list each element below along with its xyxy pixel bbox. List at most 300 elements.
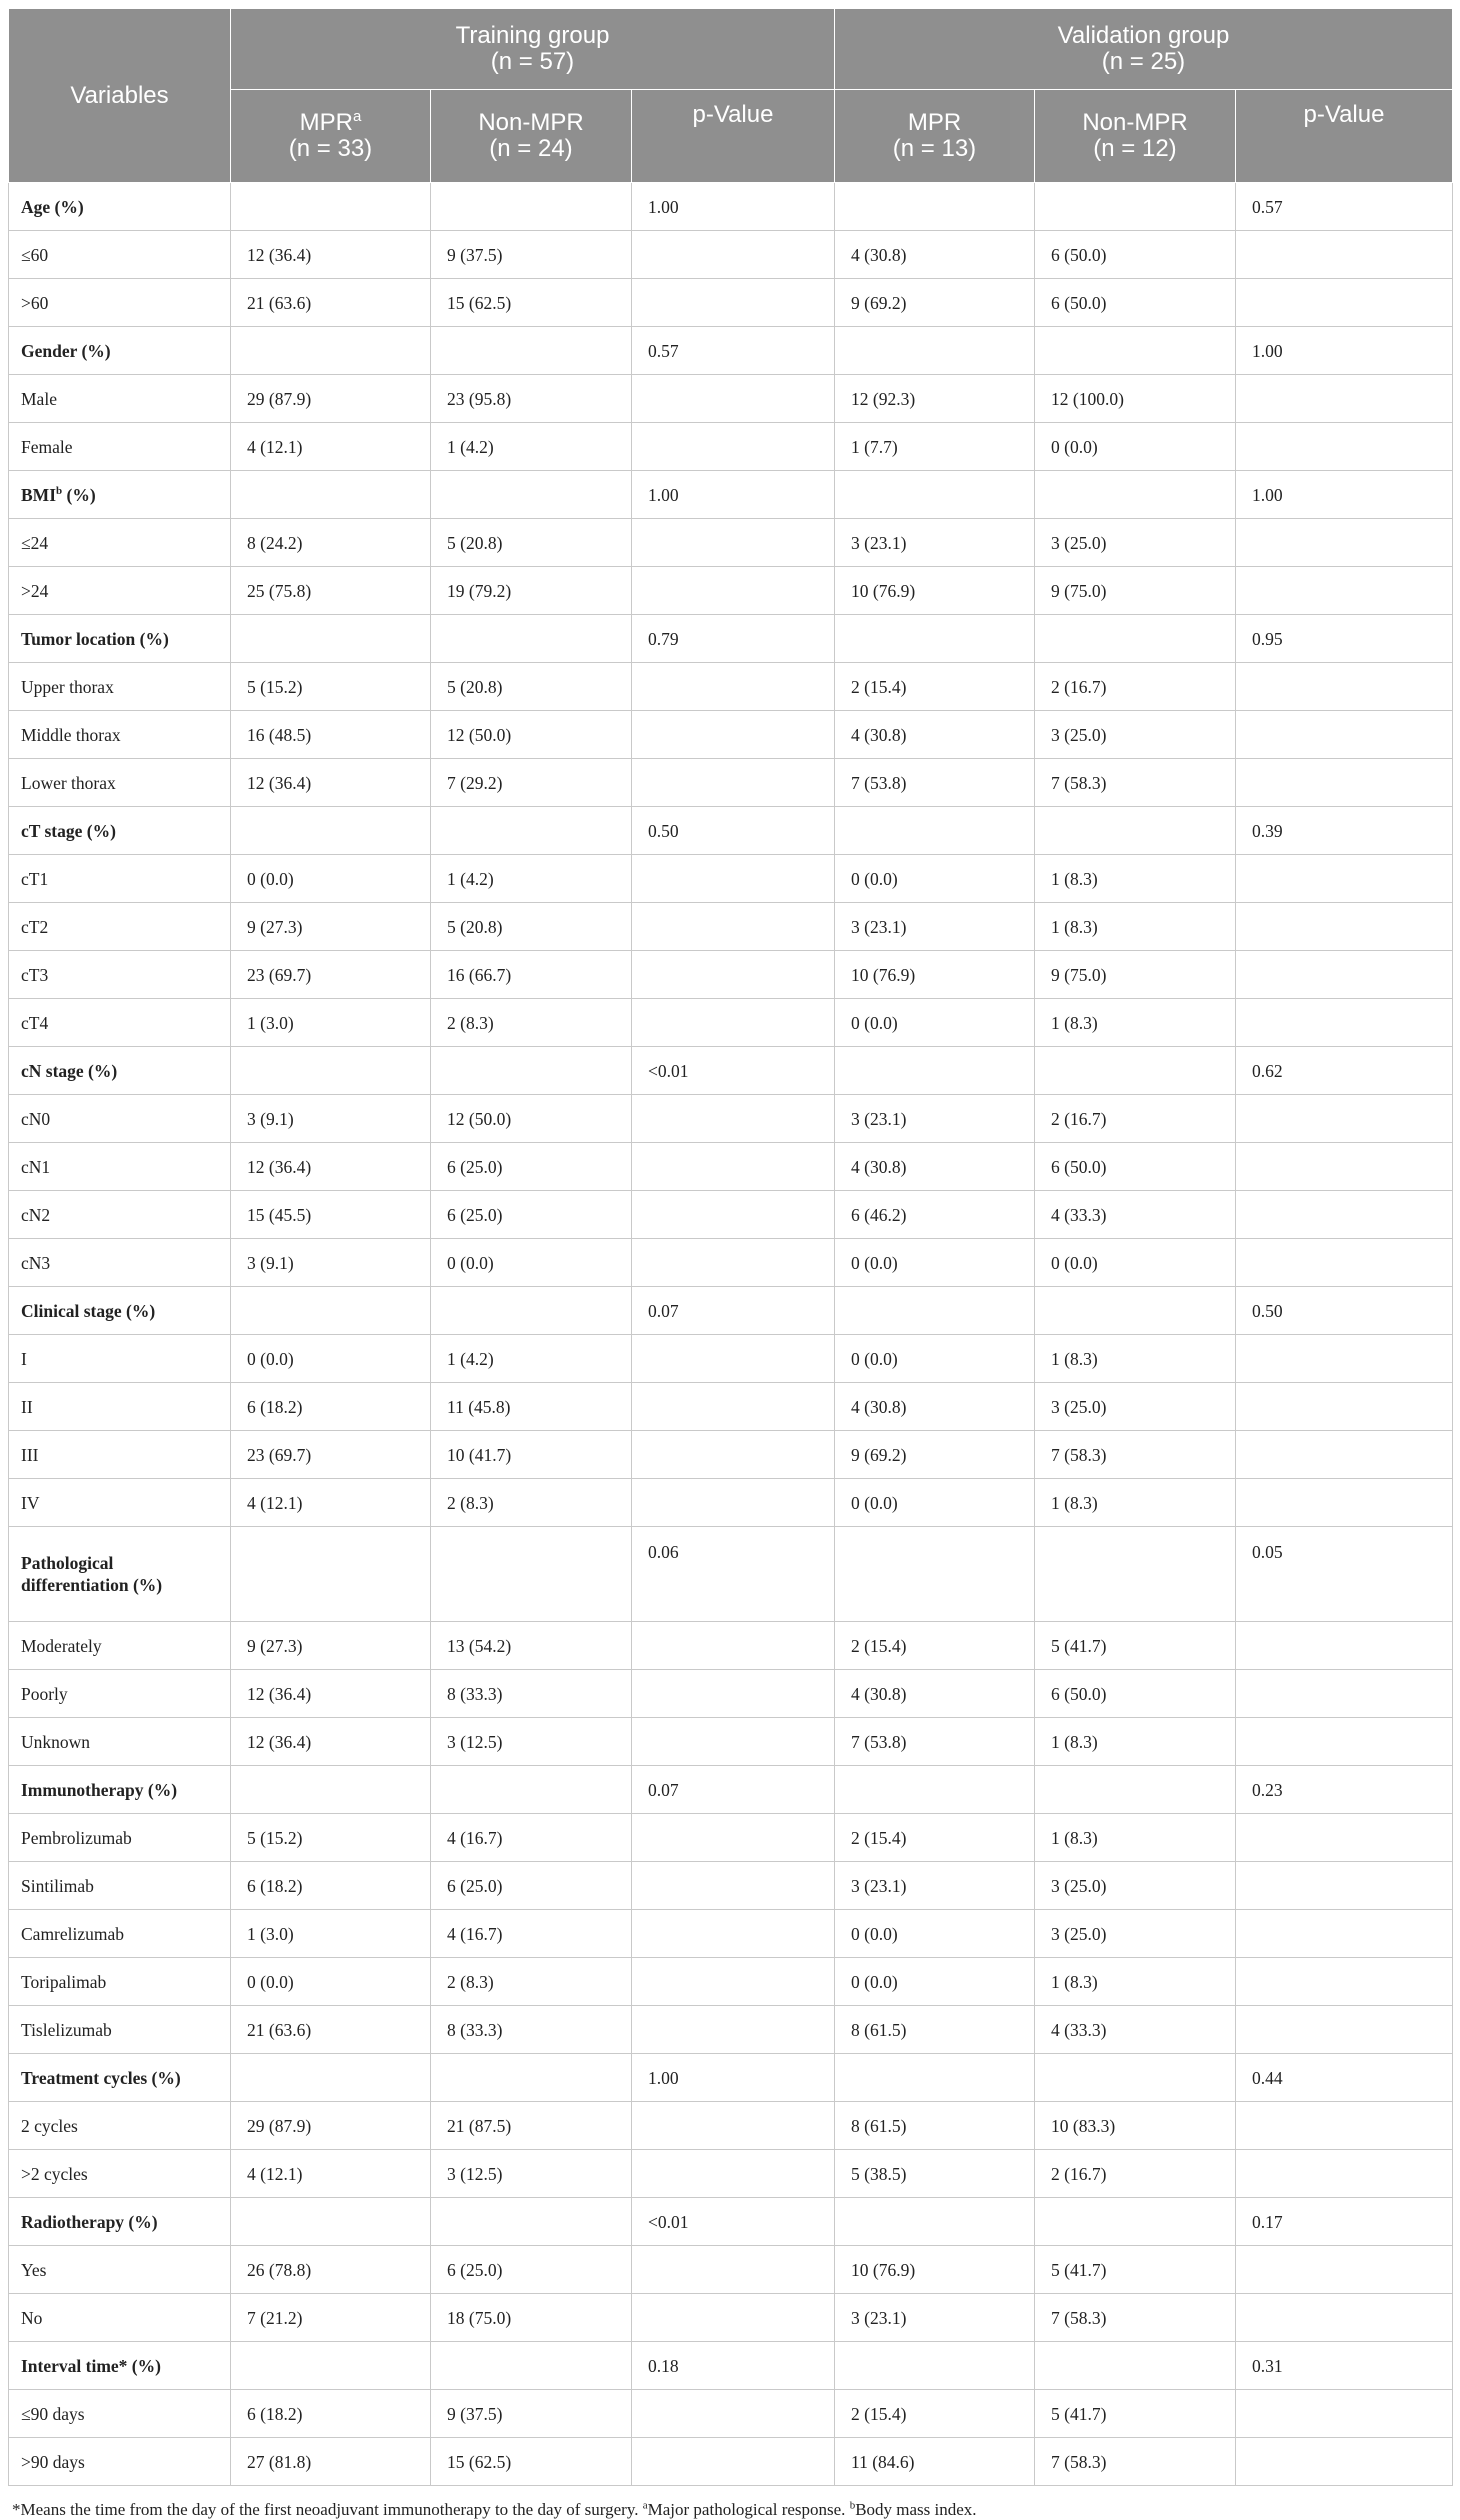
validation-non-mpr-cell [1035,2198,1236,2246]
training-p-value-cell: 0.50 [632,807,835,855]
training-mpr-cell: 21 (63.6) [231,2006,431,2054]
training-mpr-cell [231,2198,431,2246]
validation-p-value-cell [1236,1143,1453,1191]
header-validation-mpr [835,90,1035,183]
table-row [9,1910,1453,1958]
validation-mpr-cell [835,807,1035,855]
validation-mpr-cell: 12 (92.3) [835,375,1035,423]
training-mpr-cell: 12 (36.4) [231,1718,431,1766]
table-row [9,1431,1453,1479]
training-title: Training group [455,22,610,49]
table-row [9,1095,1453,1143]
training-non-mpr-cell [431,2198,632,2246]
variable-label [9,1958,231,2006]
training-mpr-cell: 0 (0.0) [231,1958,431,2006]
validation-p-value-cell [1236,999,1453,1047]
validation-non-mpr-cell [1035,471,1236,519]
training-p-value-cell [632,1095,835,1143]
training-non-mpr-cell: 12 (50.0) [431,711,632,759]
training-p-value-cell: <0.01 [632,1047,835,1095]
table-row [9,759,1453,807]
validation-mpr-cell: 9 (69.2) [835,279,1035,327]
training-mpr-cell: 4 (12.1) [231,1479,431,1527]
training-mpr-cell: 4 (12.1) [231,2150,431,2198]
variable-label-text: Female [21,436,73,457]
training-p-value-cell [632,1143,835,1191]
table-row [9,279,1453,327]
validation-mpr-cell: 4 (30.8) [835,1383,1035,1431]
training-non-mpr-cell: 9 (37.5) [431,231,632,279]
training-non-mpr-cell: 15 (62.5) [431,279,632,327]
variable-label-text: cN3 [21,1252,51,1273]
training-mpr-cell: 4 (12.1) [231,423,431,471]
training-non-mpr-cell: 8 (33.3) [431,1670,632,1718]
variable-label-text: Treatment cycles (%) [21,2067,181,2088]
validation-mpr-cell: 4 (30.8) [835,711,1035,759]
validation-mpr-cell: 11 (84.6) [835,2438,1035,2486]
validation-p-value-cell: 0.62 [1236,1047,1453,1095]
training-p-value-cell [632,375,835,423]
training-mpr-cell: 26 (78.8) [231,2246,431,2294]
validation-mpr-cell: 2 (15.4) [835,1622,1035,1670]
training-mpr-cell: 29 (87.9) [231,375,431,423]
table-row [9,1191,1453,1239]
table-row [9,1239,1453,1287]
validation-mpr-cell: 8 (61.5) [835,2102,1035,2150]
validation-p-value-cell [1236,1910,1453,1958]
training-non-mpr-cell: 11 (45.8) [431,1383,632,1431]
validation-p-value-cell [1236,2102,1453,2150]
table-row [9,1383,1453,1431]
training-mpr-cell: 0 (0.0) [231,855,431,903]
variable-label [9,375,231,423]
variable-label-text: cN1 [21,1156,51,1177]
category-row [9,1527,1453,1622]
non-mpr-label: Non-MPR [478,109,584,136]
validation-non-mpr-cell [1035,807,1236,855]
variable-label-text: Interval time* (%) [21,2355,161,2376]
variable-label-text: >60 [21,292,49,313]
training-mpr-cell: 0 (0.0) [231,1335,431,1383]
variable-label [9,1718,231,1766]
category-row [9,1287,1453,1335]
training-p-value-cell [632,1862,835,1910]
variable-label-text: Middle thorax [21,724,121,745]
validation-p-value-cell [1236,2390,1453,2438]
variable-label [9,1335,231,1383]
validation-p-value-cell: 0.44 [1236,2054,1453,2102]
variable-label-text: Pembrolizumab [21,1827,132,1848]
training-non-mpr-cell: 5 (20.8) [431,663,632,711]
validation-p-value-cell [1236,2246,1453,2294]
training-p-value-cell [632,711,835,759]
training-mpr-cell: 3 (9.1) [231,1239,431,1287]
training-mpr-cell: 15 (45.5) [231,1191,431,1239]
variable-label-text: Sintilimab [21,1875,94,1896]
validation-mpr-cell: 3 (23.1) [835,2294,1035,2342]
validation-p-value-cell: 0.05 [1236,1527,1453,1622]
validation-p-value-cell [1236,1239,1453,1287]
variable-label [9,1383,231,1431]
training-non-mpr-cell: 0 (0.0) [431,1239,632,1287]
table-row [9,1479,1453,1527]
variable-label-text: 2 cycles [21,2115,78,2136]
validation-non-mpr-cell: 3 (25.0) [1035,1862,1236,1910]
training-non-mpr-cell: 15 (62.5) [431,2438,632,2486]
training-mpr-cell [231,327,431,375]
validation-p-value-cell [1236,1814,1453,1862]
variable-label-text: Moderately [21,1635,102,1656]
validation-non-mpr-cell: 2 (16.7) [1035,1095,1236,1143]
variable-label [9,423,231,471]
mpr-label: MPR [299,109,353,136]
category-row [9,2342,1453,2390]
variable-label-text: >2 cycles [21,2163,88,2184]
training-mpr-cell: 3 (9.1) [231,1095,431,1143]
validation-non-mpr-cell: 4 (33.3) [1035,2006,1236,2054]
header-training-group [231,9,835,90]
validation-mpr-cell: 3 (23.1) [835,903,1035,951]
variable-label [9,759,231,807]
training-p-value-cell [632,999,835,1047]
validation-non-mpr-cell: 5 (41.7) [1035,2390,1236,2438]
training-non-mpr-cell: 18 (75.0) [431,2294,632,2342]
training-non-mpr-cell: 1 (4.2) [431,1335,632,1383]
variable-label [9,999,231,1047]
footnote-bmi: Body mass index. [855,2500,977,2519]
variable-label-text: Lower thorax [21,772,116,793]
variable-label-text: II [21,1396,33,1417]
variable-label [9,2438,231,2486]
training-n: (n = 57) [490,48,575,75]
table-row [9,903,1453,951]
variable-label-text: cT4 [21,1012,49,1033]
training-non-mpr-cell [431,327,632,375]
table-row [9,1862,1453,1910]
validation-mpr-cell: 6 (46.2) [835,1191,1035,1239]
footnote-mark-a: a [642,2499,648,2512]
validation-p-value-cell [1236,423,1453,471]
variable-label-text: Clinical stage (%) [21,1300,156,1321]
table-row [9,2390,1453,2438]
training-non-mpr-cell: 3 (12.5) [431,1718,632,1766]
validation-mpr-n: (n = 13) [892,135,977,162]
variable-label-tail: (%) [62,484,96,505]
validation-p-value-cell [1236,855,1453,903]
validation-p-value-cell: 0.17 [1236,2198,1453,2246]
variable-label [9,2390,231,2438]
variable-label [9,903,231,951]
training-mpr-cell [231,615,431,663]
table-row [9,1143,1453,1191]
table-row [9,663,1453,711]
table-row [9,2246,1453,2294]
validation-p-value-cell [1236,1335,1453,1383]
training-p-value-cell [632,2390,835,2438]
validation-non-mpr-cell: 3 (25.0) [1035,1383,1236,1431]
table-row [9,1814,1453,1862]
validation-mpr-cell: 3 (23.1) [835,1095,1035,1143]
footnote-interval: *Means the time from the day of the first neoadjuvant immunotherapy to the day of surgery. [12,2500,643,2519]
validation-mpr-cell: 3 (23.1) [835,1862,1035,1910]
validation-p-value-cell: 0.39 [1236,807,1453,855]
training-non-mpr-cell: 6 (25.0) [431,1191,632,1239]
validation-p-value-cell [1236,711,1453,759]
validation-mpr-cell [835,1766,1035,1814]
table-row [9,1958,1453,2006]
training-mpr-cell: 16 (48.5) [231,711,431,759]
training-p-value-cell: 1.00 [632,471,835,519]
training-p-value-cell: 1.00 [632,183,835,231]
training-non-mpr-cell: 5 (20.8) [431,519,632,567]
training-non-mpr-cell: 13 (54.2) [431,1622,632,1670]
training-p-value-cell [632,1622,835,1670]
mpr-footnote-mark: a [353,108,362,125]
training-p-value-cell [632,2246,835,2294]
training-mpr-cell: 29 (87.9) [231,2102,431,2150]
validation-mpr-cell: 8 (61.5) [835,2006,1035,2054]
training-non-mpr-cell: 23 (95.8) [431,375,632,423]
validation-mpr-cell [835,2054,1035,2102]
validation-p-value-cell [1236,1479,1453,1527]
header-training-p-value: p-Value [632,90,835,183]
validation-non-mpr-cell: 1 (8.3) [1035,999,1236,1047]
variable-label [9,471,231,519]
footnote-mpr: Major pathological response. [647,2500,850,2519]
training-p-value-cell: 1.00 [632,2054,835,2102]
validation-non-mpr-n: (n = 12) [1093,135,1177,162]
variable-label [9,2246,231,2294]
training-mpr-cell: 23 (69.7) [231,1431,431,1479]
table-row [9,519,1453,567]
training-mpr-n: (n = 33) [288,135,373,162]
validation-mpr-cell [835,183,1035,231]
training-non-mpr-cell: 4 (16.7) [431,1814,632,1862]
training-non-mpr-cell: 6 (25.0) [431,1143,632,1191]
header-validation-group [835,9,1453,90]
training-mpr-cell [231,471,431,519]
validation-non-mpr-cell: 5 (41.7) [1035,1622,1236,1670]
training-mpr-cell: 12 (36.4) [231,759,431,807]
training-non-mpr-cell [431,1527,632,1622]
validation-p-value-cell [1236,1191,1453,1239]
training-mpr-cell: 9 (27.3) [231,1622,431,1670]
training-p-value-cell [632,1431,835,1479]
validation-non-mpr-cell: 9 (75.0) [1035,567,1236,615]
variable-label-text: ≤24 [21,532,49,553]
validation-p-value-cell [1236,759,1453,807]
validation-p-value-cell: 0.57 [1236,183,1453,231]
validation-mpr-cell: 3 (23.1) [835,519,1035,567]
table-row [9,1622,1453,1670]
variable-label-text: Yes [21,2259,47,2280]
validation-mpr-cell: 1 (7.7) [835,423,1035,471]
training-non-mpr-cell: 1 (4.2) [431,423,632,471]
training-mpr-cell [231,807,431,855]
validation-p-value-cell [1236,231,1453,279]
variable-label [9,1239,231,1287]
validation-non-mpr-cell: 7 (58.3) [1035,2438,1236,2486]
variable-label [9,1479,231,1527]
training-mpr-cell: 5 (15.2) [231,1814,431,1862]
training-mpr-cell: 12 (36.4) [231,1670,431,1718]
category-row [9,1047,1453,1095]
validation-non-mpr-cell: 1 (8.3) [1035,1814,1236,1862]
validation-non-mpr-cell: 1 (8.3) [1035,1335,1236,1383]
variable-label-text: No [21,2307,43,2328]
training-non-mpr-cell: 16 (66.7) [431,951,632,999]
variable-label-text: IV [21,1492,40,1513]
training-p-value-cell [632,279,835,327]
validation-non-mpr-cell [1035,327,1236,375]
validation-mpr-cell: 9 (69.2) [835,1431,1035,1479]
variable-label [9,1814,231,1862]
category-row [9,1766,1453,1814]
variable-label-text: ≤60 [21,244,49,265]
validation-mpr-cell [835,327,1035,375]
category-row [9,183,1453,231]
table-row [9,855,1453,903]
variable-label-text: Toripalimab [21,1971,107,1992]
table-header [9,9,1453,183]
training-mpr-cell [231,183,431,231]
training-mpr-cell: 21 (63.6) [231,279,431,327]
variable-label [9,663,231,711]
variable-label-text: cN2 [21,1204,51,1225]
training-p-value-cell [632,423,835,471]
validation-non-mpr-cell: 6 (50.0) [1035,279,1236,327]
training-mpr-cell: 7 (21.2) [231,2294,431,2342]
header-training-non-mpr [431,90,632,183]
training-p-value-cell: 0.57 [632,327,835,375]
validation-non-mpr-cell: 6 (50.0) [1035,1143,1236,1191]
training-mpr-cell [231,1527,431,1622]
training-mpr-cell: 1 (3.0) [231,999,431,1047]
variable-label-text: BMI [21,484,56,505]
training-non-mpr-cell: 1 (4.2) [431,855,632,903]
table-row [9,375,1453,423]
validation-mpr-cell: 0 (0.0) [835,1958,1035,2006]
validation-p-value-cell: 0.31 [1236,2342,1453,2390]
training-non-mpr-cell: 9 (37.5) [431,2390,632,2438]
validation-mpr-cell [835,471,1035,519]
training-non-mpr-cell: 6 (25.0) [431,1862,632,1910]
training-p-value-cell [632,1479,835,1527]
training-p-value-cell: 0.07 [632,1287,835,1335]
variable-label-text: ≤90 days [21,2403,85,2424]
header-training-mpr [231,90,431,183]
validation-non-mpr-cell: 1 (8.3) [1035,903,1236,951]
training-p-value-cell: 0.79 [632,615,835,663]
training-mpr-cell: 27 (81.8) [231,2438,431,2486]
table-row [9,423,1453,471]
table-body [9,183,1453,2486]
validation-p-value-cell [1236,903,1453,951]
table-row [9,231,1453,279]
validation-p-value-cell: 0.23 [1236,1766,1453,1814]
training-p-value-cell [632,663,835,711]
validation-mpr-cell: 2 (15.4) [835,1814,1035,1862]
non-mpr-label: Non-MPR [1082,109,1188,136]
training-p-value-cell [632,231,835,279]
validation-non-mpr-cell: 10 (83.3) [1035,2102,1236,2150]
validation-title: Validation group [1057,22,1230,49]
validation-non-mpr-cell [1035,2342,1236,2390]
training-non-mpr-cell [431,807,632,855]
training-non-mpr-cell [431,183,632,231]
training-non-mpr-cell: 21 (87.5) [431,2102,632,2150]
training-non-mpr-cell [431,471,632,519]
validation-mpr-cell: 7 (53.8) [835,1718,1035,1766]
variable-label [9,1622,231,1670]
variable-label-text: >24 [21,580,49,601]
table-row [9,2102,1453,2150]
table-container [8,8,1452,2520]
training-p-value-cell [632,903,835,951]
training-p-value-cell [632,2006,835,2054]
validation-non-mpr-cell: 4 (33.3) [1035,1191,1236,1239]
training-non-mpr-cell: 6 (25.0) [431,2246,632,2294]
table-footnote [8,2500,1452,2520]
variable-label [9,2342,231,2390]
validation-mpr-cell: 2 (15.4) [835,663,1035,711]
validation-p-value-cell: 0.50 [1236,1287,1453,1335]
training-mpr-cell [231,1287,431,1335]
validation-p-value-cell [1236,663,1453,711]
variable-label [9,2150,231,2198]
validation-p-value-cell: 1.00 [1236,471,1453,519]
validation-p-value-cell [1236,567,1453,615]
validation-mpr-cell: 4 (30.8) [835,1143,1035,1191]
training-p-value-cell: 0.06 [632,1527,835,1622]
training-non-mpr-n: (n = 24) [489,135,573,162]
variable-label [9,231,231,279]
validation-p-value-cell [1236,1095,1453,1143]
validation-non-mpr-cell: 3 (25.0) [1035,711,1236,759]
validation-non-mpr-cell: 7 (58.3) [1035,759,1236,807]
validation-mpr-cell: 4 (30.8) [835,231,1035,279]
variable-label-text: Tumor location (%) [21,628,169,649]
training-non-mpr-cell [431,2054,632,2102]
header-validation-p-value: p-Value [1236,90,1453,183]
training-mpr-cell [231,2342,431,2390]
training-p-value-cell [632,1910,835,1958]
training-mpr-cell: 23 (69.7) [231,951,431,999]
variable-label [9,1766,231,1814]
training-non-mpr-cell: 3 (12.5) [431,2150,632,2198]
footnote-mark-b: b [849,2499,856,2512]
validation-non-mpr-cell: 0 (0.0) [1035,423,1236,471]
variable-label-text: Gender (%) [21,340,111,361]
training-non-mpr-cell: 7 (29.2) [431,759,632,807]
training-mpr-cell: 12 (36.4) [231,231,431,279]
training-p-value-cell [632,567,835,615]
variable-label [9,615,231,663]
variable-label-text: cT3 [21,964,49,985]
training-non-mpr-cell [431,1047,632,1095]
validation-non-mpr-cell: 1 (8.3) [1035,1958,1236,2006]
table-row [9,711,1453,759]
table-row [9,1670,1453,1718]
training-mpr-cell: 1 (3.0) [231,1910,431,1958]
variable-label [9,2006,231,2054]
table-row [9,567,1453,615]
variable-label [9,2054,231,2102]
table-row [9,2150,1453,2198]
variable-label [9,1287,231,1335]
training-mpr-cell: 5 (15.2) [231,663,431,711]
validation-non-mpr-cell: 0 (0.0) [1035,1239,1236,1287]
